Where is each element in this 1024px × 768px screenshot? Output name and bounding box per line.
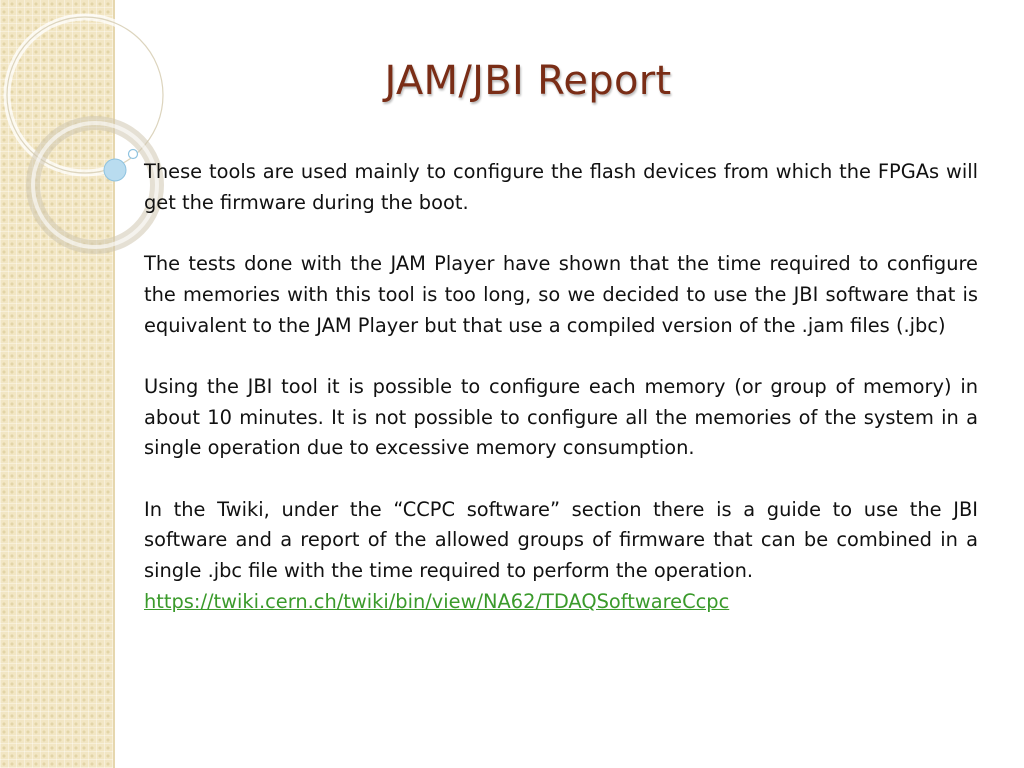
paragraph-jbi-tool-usage: Using the JBI tool it is possible to configure each memory (or group of memory) in about 10 minutes. It is not possible to configure all the memories of the system in a single operation due to excessive memory consumption.: [144, 374, 978, 460]
slide-body: [144, 157, 978, 618]
bullet-dot-icon: [104, 159, 126, 181]
page-title: JAM/JBI Report: [384, 58, 672, 104]
paragraph-jam-player-tests: The tests done with the JAM Player have shown that the time required to configure the memories with this tool is too long, so we decided to use the JBI software that is equivalent to the JAM Player but that use a compiled version of the .jam files (.jbc): [144, 252, 978, 337]
twiki-link[interactable]: https://twiki.cern.ch/twiki/bin/view/NA62/TDAQSoftwareCcpc: [144, 589, 730, 613]
paragraph-twiki-guide: In the Twiki, under the “CCPC software” section there is a guide to use the JBI software and a report of the allowed groups of firmware that can be combined in a single .jbc file with the time required to perform the operation.: [144, 497, 978, 583]
decorative-rings: [0, 0, 150, 260]
paragraph-tools-purpose: These tools are used mainly to configure the flash devices from which the FPGAs will get the firmware during the boot.: [144, 160, 978, 214]
small-ring-icon: [129, 150, 138, 159]
